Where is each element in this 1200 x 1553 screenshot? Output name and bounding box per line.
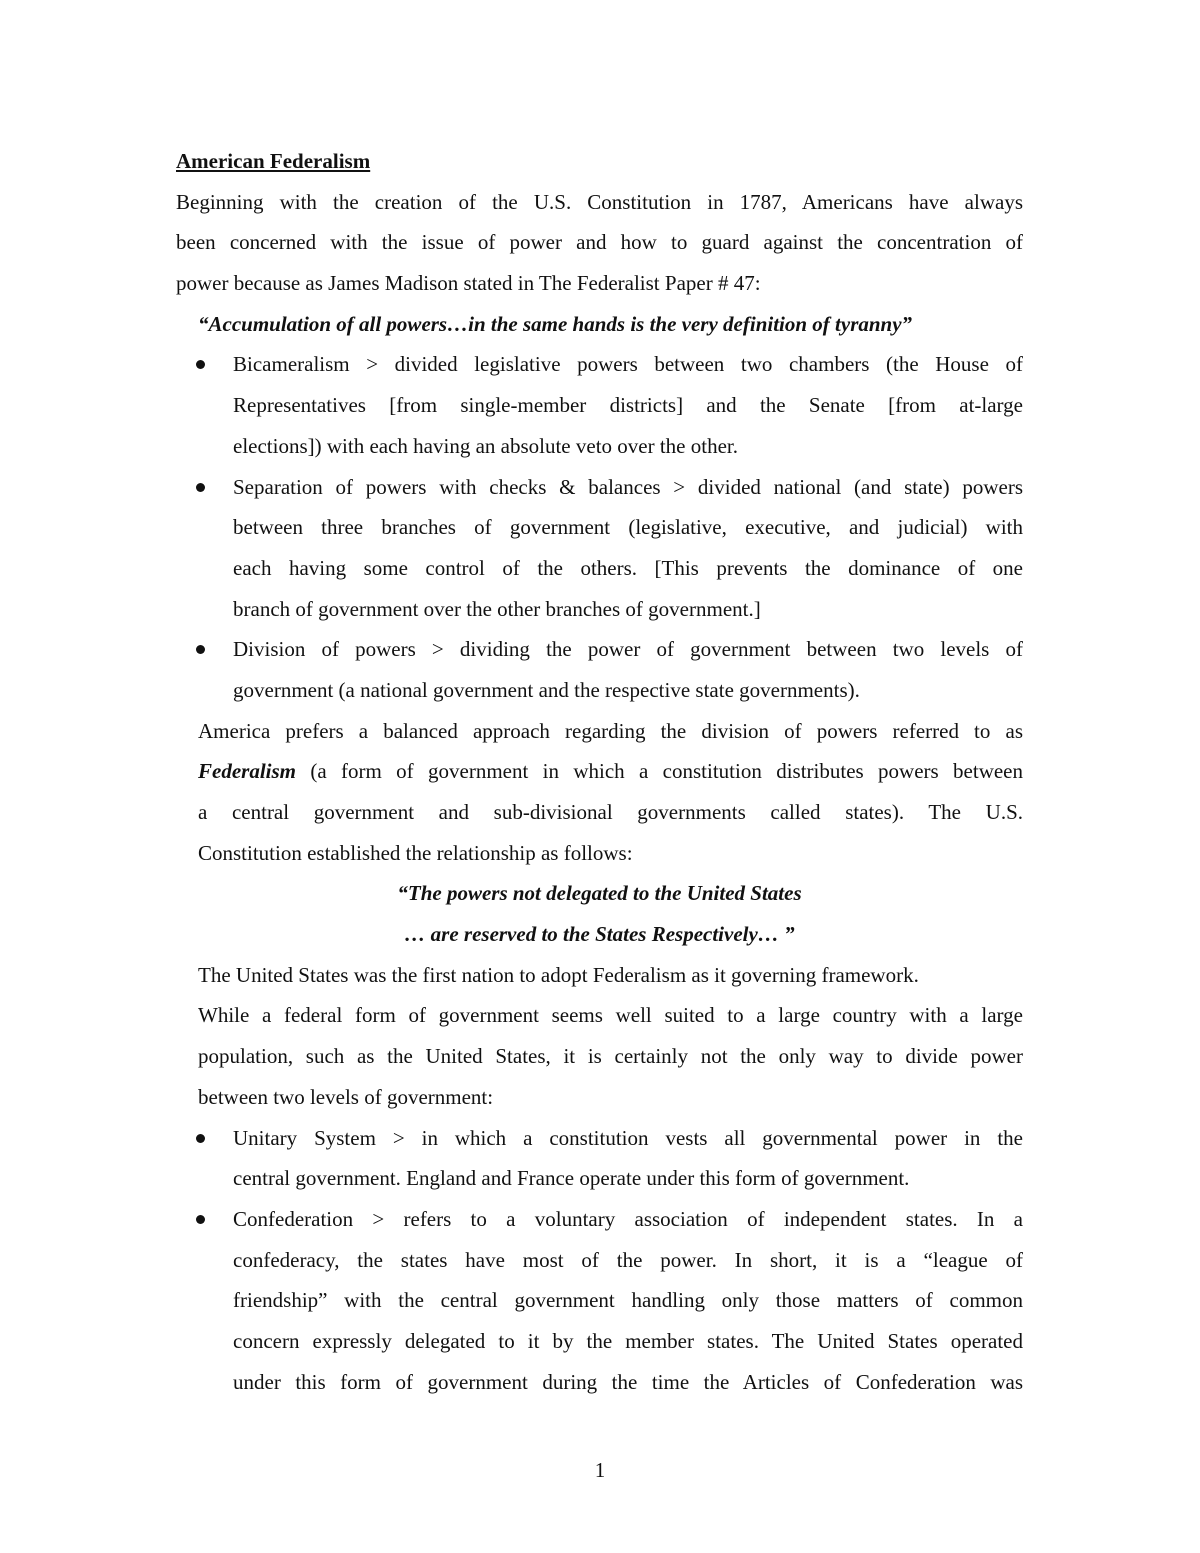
text-line: friendship” with the central government handling only those matters of common [233,1288,1023,1313]
text-line: Unitary System > in which a constitution vests all governmental power in the [233,1125,1023,1150]
text-line: power because as James Madison stated in The Federalist Paper # 47: [176,271,761,296]
text-line: Separation of powers with checks & balances > divided national (and state) powers [233,474,1023,499]
text-span: (a form of government in which a constitution distributes powers between [296,759,1023,784]
alternatives-paragraph [176,995,1023,1117]
bullet-icon [196,1134,205,1143]
federalism-paragraph [176,711,1023,874]
federalism-term: Federalism [198,759,296,784]
bullet-icon [196,360,205,369]
text-line: under this form of government during the time the Articles of Confederation was [233,1369,1023,1394]
page-number: 1 [594,1458,606,1482]
text-line: between three branches of government (legislative, executive, and judicial) with [233,515,1023,540]
text-line: Bicameralism > divided legislative powers between two chambers (the House of [233,352,1023,377]
bullet-item-confederation [176,1199,1023,1402]
text-line: confederacy, the states have most of the power. In short, it is a “league of [233,1247,1023,1272]
text-line: each having some control of the others. [This prevents the dominance of one [233,555,1023,580]
text-line: America prefers a balanced approach regarding the division of powers referred to as [198,718,1023,743]
quote-line: “The powers not delegated to the United States [397,881,802,906]
text-line: While a federal form of government seems well suited to a large country with a large [198,1003,1023,1028]
intro-paragraph [176,182,1023,304]
text-line: Division of powers > dividing the power of government between two levels of [233,637,1023,662]
bullet-icon [196,645,205,654]
bullet-item-separation-of-powers [176,467,1023,630]
text-line: government (a national government and the respective state governments). [233,677,860,702]
text-line: central government. England and France operate under this form of government. [233,1166,910,1191]
bullet-item-division-of-powers [176,629,1023,710]
text-line: Representatives [from single-member districts] and the Senate [from at-large [233,393,1023,418]
first-nation-line: The United States was the first nation to adopt Federalism as it governing framework. [198,962,919,987]
document-title: American Federalism [176,149,371,173]
text-line [198,751,1023,792]
bullet-icon [196,1215,205,1224]
text-line: elections]) with each having an absolute veto over the other. [233,433,738,458]
madison-quote: “Accumulation of all powers…in the same hands is the very definition of tyranny” [198,311,913,336]
document-body [176,141,1023,1402]
text-line: Constitution established the relationship as follows: [198,840,633,865]
text-line: Beginning with the creation of the U.S. Constitution in 1787, Americans have always [176,189,1023,214]
power-bullet-list [176,344,1023,710]
text-line: between two levels of government: [198,1084,494,1109]
bullet-item-unitary-system [176,1118,1023,1199]
quote-line: … are reserved to the States Respectively… ” [404,922,795,947]
text-line: a central government and sub-divisional governments called states). The U.S. [198,800,1023,824]
text-line: Confederation > refers to a voluntary association of independent states. In a [233,1206,1023,1231]
bullet-item-bicameralism [176,344,1023,466]
bullet-icon [196,483,205,492]
text-line: population, such as the United States, it is certainly not the only way to divide power [198,1044,1023,1069]
text-line: concern expressly delegated to it by the member states. The United States operated [233,1328,1023,1353]
text-line: been concerned with the issue of power and how to guard against the concentration of [176,230,1023,255]
system-bullet-list [176,1118,1023,1403]
text-line: branch of government over the other branches of government.] [233,596,761,621]
constitution-quote [176,873,1023,954]
